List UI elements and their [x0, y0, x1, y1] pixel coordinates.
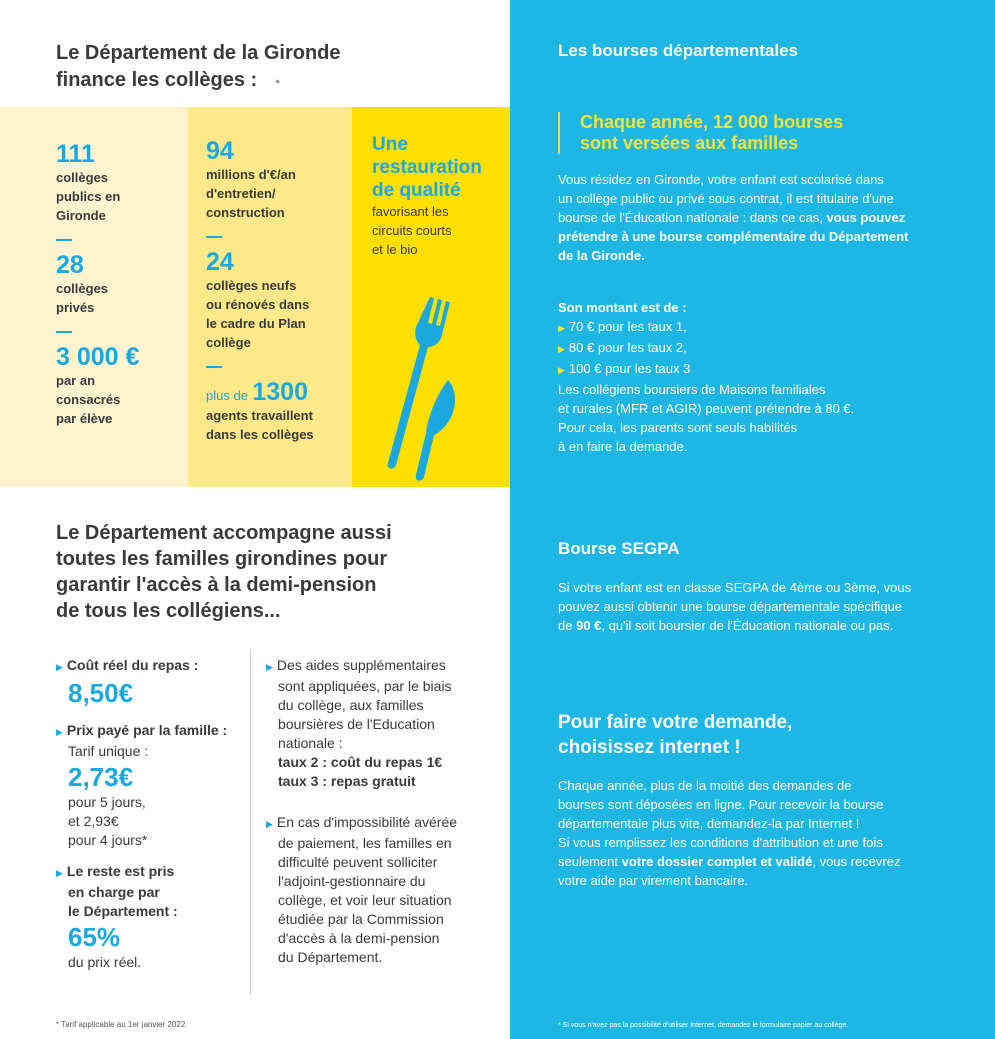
decorative-dot: •: [275, 73, 281, 89]
stat-text: collèges privés: [56, 281, 109, 315]
stats-col-budget: [188, 107, 352, 487]
tarif-label: Tarif unique :: [68, 743, 149, 759]
stat-text: collèges publics en Gironde: [56, 170, 121, 223]
stat-number-28: 28: [56, 251, 84, 279]
fork-icon: [388, 297, 450, 469]
pct-value: 65%: [68, 922, 121, 952]
stat-number-111: 111: [56, 140, 95, 168]
knife-icon: [416, 380, 455, 481]
finance-heading: [56, 40, 341, 95]
finance-heading-line2: finance les collèges :: [56, 69, 258, 91]
prix-label: ▶ Prix payé par la famille :: [56, 722, 228, 738]
accompagne-heading: Le Département accompagne aussi toutes les familles girondines pour garantir l'accès à la demi-pension de tous les collégiens...: [56, 522, 392, 622]
footnote-internet: * Si vous n'avez pas la possibilité d'utiliser Internet, demandez le formulaire papier au collège.: [558, 1022, 849, 1029]
stat-text: par an consacrés par élève: [56, 373, 121, 426]
restauration-title: Une restauration de qualité: [372, 134, 482, 201]
triangle-bullet-icon: ▶: [56, 868, 63, 878]
stats-col-colleges: [0, 107, 188, 487]
stat-text: agents travaillent dans les collèges: [206, 408, 314, 442]
prix-value: 2,73€: [68, 762, 134, 792]
stat-text: millions d'€/an d'entretien/ construction: [206, 167, 296, 220]
bourses-highlight: Chaque année, 12 000 bourses sont versées aux familles: [558, 112, 843, 154]
divider-dash: [206, 366, 222, 368]
footnote-tarif: * Tarif applicable au 1er janvier 2022: [56, 1020, 186, 1029]
cout-label: ▶ Coût réel du repas :: [56, 657, 199, 673]
cout-value: 8,50€: [68, 678, 134, 708]
demande-paragraph: Chaque année, plus de la moitié des demandes de bourses sont déposées en ligne. Pour recevoir la bourse départementale plus vite, demandez-la par Internet ! Si vous remplissez les conditions d'attribution et une fois seulement votre dossier complet et validé, vous recevrez votre aide par virement bancaire.: [558, 778, 901, 888]
triangle-bullet-icon: ▶: [558, 323, 565, 333]
stat-number-94: 94: [206, 137, 234, 165]
cost-list: ▶ Coût réel du repas : 8,50€ ▶ Prix payé par la famille : Tarif unique : 2,73€ pour 5 jours, et 2,93€ pour 4 jours* ▶ Le reste est pris en charge par le Département : 65% du prix réel.: [56, 656, 246, 972]
montant-label: Son montant est de :: [558, 300, 687, 315]
segpa-heading: Bourse SEGPA: [558, 539, 680, 558]
divider-dash: [206, 236, 222, 238]
triangle-bullet-icon: ▶: [558, 344, 565, 354]
triangle-bullet-icon: ▶: [56, 727, 63, 737]
stat-text: collèges neufs ou rénovés dans le cadre du Plan collège: [206, 278, 310, 350]
reste-label: ▶ Le reste est pris: [56, 863, 175, 879]
finance-heading-line1: Le Département de la Gironde: [56, 42, 341, 64]
triangle-bullet-icon: ▶: [266, 662, 273, 672]
divider-dash: [56, 331, 72, 333]
triangle-bullet-icon: ▶: [266, 819, 273, 829]
aides-item: ▶ Des aides supplémentaires sont appliquées, par le biais du collège, aux familles boursières de l'Education nationale : taux 2 : coût du repas 1€ taux 3 : repas gratuit: [266, 657, 452, 789]
restauration-text: favorisant les circuits courts et le bio: [372, 204, 452, 257]
bourses-paragraph: Vous résidez en Gironde, votre enfant est scolarisé dans un collège public ou privé sous contrat, il est titulaire d'une bourse de l'Éducation nationale : dans ce cas, vous pouvez prétendre à une bourse complémentaire du Département de la Gironde.: [558, 172, 909, 263]
triangle-bullet-icon: ▶: [558, 365, 565, 375]
divider-dash: [56, 239, 72, 241]
triangle-bullet-icon: ▶: [56, 662, 63, 672]
demande-heading: Pour faire votre demande, choisissez internet !: [558, 712, 793, 758]
bourses-heading: Les bourses départementales: [558, 41, 798, 60]
segpa-paragraph: Si votre enfant est en classe SEGPA de 4ème ou 3ème, vous pouvez aussi obtenir une bourse départementale spécifique de 90 €, qu'il soit boursier de l'Éducation nationale ou pas.: [558, 580, 912, 633]
stat-number-3000: 3 000 €: [56, 343, 140, 371]
fork-knife-icon: [370, 295, 470, 485]
impossibilite-item: ▶ En cas d'impossibilité avérée de paiement, les familles en difficulté peuvent solliciter l'adjoint-gestionnaire du collège, et voir leur situation étudiée par la Commission d'accès à la demi-pension du Département.: [266, 814, 458, 965]
montant-block: Son montant est de : ▶ 70 € pour les taux 1, ▶ 80 € pour les taux 2, ▶ 100 € pour les taux 3 Les collégiens boursiers de Maisons familiales et rurales (MFR et AGIR) peuvent prétendre à 80 €. Pour cela, les parents sont seuls habilités à en faire la demande.: [558, 298, 968, 456]
stat-number-1300: plus de 1300: [206, 378, 308, 406]
aides-list: [266, 656, 491, 967]
stat-number-24: 24: [206, 248, 234, 276]
column-divider: [250, 650, 251, 995]
right-panel: [510, 0, 995, 1039]
